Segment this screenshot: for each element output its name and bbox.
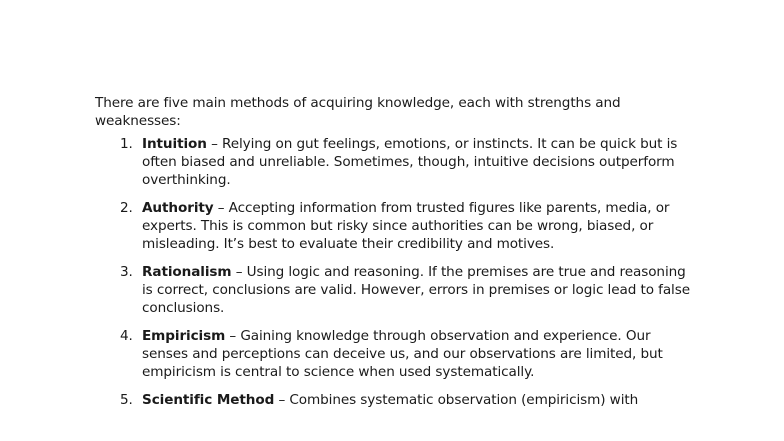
list-number: 2. xyxy=(120,200,133,216)
method-term: Intuition xyxy=(142,136,207,152)
method-term: Scientific Method xyxy=(142,392,275,408)
list-item xyxy=(95,199,695,253)
list-number: 3. xyxy=(120,264,133,280)
list-item xyxy=(95,263,695,317)
methods-list xyxy=(95,135,695,409)
method-term: Rationalism xyxy=(142,264,232,280)
list-number: 4. xyxy=(120,328,133,344)
method-term: Authority xyxy=(142,200,214,216)
list-item xyxy=(95,327,695,381)
method-description: – Gaining knowledge through observation and experience. Our senses and perceptions can deceive us, and our observations are limited, but empiricism is central to science when used systematically. xyxy=(142,328,663,380)
list-number: 5. xyxy=(120,392,133,408)
method-description: – Relying on gut feelings, emotions, or instincts. It can be quick but is often biased and unreliable. Sometimes, though, intuitive decisions outperform overthinking. xyxy=(142,136,678,188)
list-item xyxy=(95,391,695,409)
list-number: 1. xyxy=(120,136,133,152)
method-description: – Using logic and reasoning. If the premises are true and reasoning is correct, conclusions are valid. However, errors in premises or logic lead to false conclusions. xyxy=(142,264,690,316)
method-term: Empiricism xyxy=(142,328,226,344)
method-description: – Combines systematic observation (empiricism) with xyxy=(274,392,639,408)
document-body xyxy=(95,94,695,419)
list-item xyxy=(95,135,695,189)
intro-paragraph: There are five main methods of acquiring knowledge, each with strengths and weaknesses: xyxy=(95,95,621,129)
method-description: – Accepting information from trusted figures like parents, media, or experts. This is common but risky since authorities can be wrong, biased, or misleading. It’s best to evaluate their credibility and motives. xyxy=(142,200,670,252)
